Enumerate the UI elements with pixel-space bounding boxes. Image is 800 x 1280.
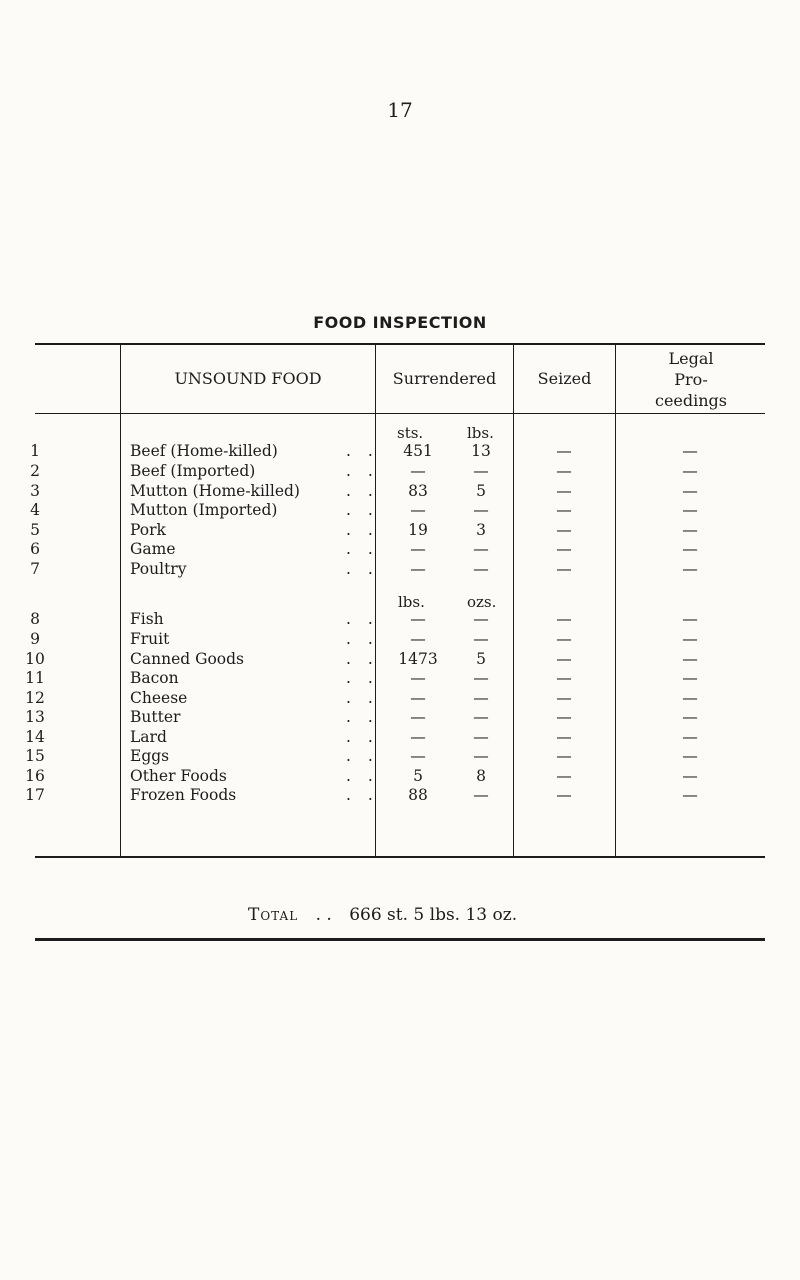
total-label: Total bbox=[248, 905, 299, 925]
food-item: Mutton (Imported) bbox=[130, 501, 278, 519]
row-number: 15 bbox=[25, 747, 45, 765]
row-number: 9 bbox=[30, 630, 40, 648]
row-number: 8 bbox=[30, 610, 40, 628]
seized-value: — bbox=[556, 482, 572, 500]
seized-value: — bbox=[556, 708, 572, 726]
food-item: Other Foods bbox=[130, 767, 227, 785]
page-bottom-rule bbox=[35, 938, 765, 941]
unit-ounces: ozs. bbox=[467, 593, 497, 611]
row-number: 11 bbox=[25, 669, 45, 687]
leader-dots: . . bbox=[346, 728, 379, 746]
row-number: 13 bbox=[25, 708, 45, 726]
surrendered-major: — bbox=[410, 610, 426, 628]
food-item: Beef (Home-killed) bbox=[130, 442, 278, 460]
seized-value: — bbox=[556, 630, 572, 648]
food-item: Canned Goods bbox=[130, 650, 245, 668]
surrendered-minor: — bbox=[473, 669, 489, 687]
leader-dots: . . bbox=[346, 521, 379, 539]
leader-dots: . . bbox=[346, 442, 379, 460]
unit-pounds: lbs. bbox=[398, 593, 425, 611]
food-item: Cheese bbox=[130, 689, 188, 707]
surrendered-major: — bbox=[410, 728, 426, 746]
unit-stones: sts. bbox=[397, 424, 424, 442]
surrendered-major: 83 bbox=[408, 482, 428, 500]
row-number: 2 bbox=[30, 462, 40, 480]
surrendered-minor: — bbox=[473, 708, 489, 726]
seized-value: — bbox=[556, 610, 572, 628]
legal-value: — bbox=[682, 786, 698, 804]
table-top-rule bbox=[35, 343, 765, 345]
food-item: Butter bbox=[130, 708, 181, 726]
row-number: 7 bbox=[30, 560, 40, 578]
row-number: 4 bbox=[30, 501, 40, 519]
surrendered-major: 451 bbox=[403, 442, 433, 460]
surrendered-major: — bbox=[410, 708, 426, 726]
surrendered-minor: — bbox=[473, 728, 489, 746]
surrendered-minor: 5 bbox=[476, 650, 486, 668]
surrendered-minor: — bbox=[473, 689, 489, 707]
seized-value: — bbox=[556, 560, 572, 578]
page-title: FOOD INSPECTION bbox=[313, 313, 487, 332]
legal-value: — bbox=[682, 669, 698, 687]
legal-value: — bbox=[682, 610, 698, 628]
surrendered-major: — bbox=[410, 560, 426, 578]
surrendered-minor: — bbox=[473, 560, 489, 578]
leader-dots: . . bbox=[346, 767, 379, 785]
leader-dots: . . bbox=[346, 501, 379, 519]
seized-value: — bbox=[556, 540, 572, 558]
surrendered-major: 5 bbox=[413, 767, 423, 785]
row-number: 10 bbox=[25, 650, 45, 668]
surrendered-major: — bbox=[410, 540, 426, 558]
seized-value: — bbox=[556, 442, 572, 460]
header-legal-proceedings: Legal Pro- ceedings bbox=[654, 349, 727, 410]
legal-value: — bbox=[682, 728, 698, 746]
surrendered-minor: — bbox=[473, 747, 489, 765]
food-item: Lard bbox=[130, 728, 167, 746]
seized-value: — bbox=[556, 728, 572, 746]
leader-dots: . . bbox=[346, 630, 379, 648]
legal-value: — bbox=[682, 462, 698, 480]
food-item: Beef (Imported) bbox=[130, 462, 256, 480]
leader-dots: . . bbox=[346, 650, 379, 668]
legal-value: — bbox=[682, 708, 698, 726]
legal-value: — bbox=[682, 650, 698, 668]
legal-value: — bbox=[682, 560, 698, 578]
row-number: 1 bbox=[30, 442, 40, 460]
surrendered-minor: — bbox=[473, 610, 489, 628]
leader-dots: . . bbox=[346, 669, 379, 687]
column-divider bbox=[120, 345, 121, 856]
surrendered-minor: 13 bbox=[471, 442, 491, 460]
leader-dots: . . bbox=[346, 482, 379, 500]
seized-value: — bbox=[556, 669, 572, 687]
seized-value: — bbox=[556, 462, 572, 480]
food-item: Mutton (Home-killed) bbox=[130, 482, 300, 500]
surrendered-minor: 3 bbox=[476, 521, 486, 539]
leader-dots: . . bbox=[346, 540, 379, 558]
header-surrendered: Surrendered bbox=[392, 369, 497, 388]
surrendered-minor: 8 bbox=[476, 767, 486, 785]
leader-dots: . . bbox=[346, 462, 379, 480]
header-seized: Seized bbox=[537, 369, 592, 388]
surrendered-minor: — bbox=[473, 630, 489, 648]
surrendered-major: — bbox=[410, 747, 426, 765]
surrendered-minor: — bbox=[473, 462, 489, 480]
table-bottom-rule bbox=[35, 856, 765, 858]
surrendered-major: — bbox=[410, 462, 426, 480]
legal-value: — bbox=[682, 442, 698, 460]
seized-value: — bbox=[556, 501, 572, 519]
leader-dots: . . bbox=[346, 689, 379, 707]
seized-value: — bbox=[556, 650, 572, 668]
header-unsound-food: UNSOUND FOOD bbox=[174, 369, 322, 388]
surrendered-major: — bbox=[410, 501, 426, 519]
page-number: 17 bbox=[387, 98, 413, 122]
row-number: 14 bbox=[25, 728, 45, 746]
row-number: 3 bbox=[30, 482, 40, 500]
surrendered-minor: 5 bbox=[476, 482, 486, 500]
header-bottom-rule bbox=[35, 413, 765, 414]
legal-value: — bbox=[682, 689, 698, 707]
legal-value: — bbox=[682, 747, 698, 765]
surrendered-minor: — bbox=[473, 501, 489, 519]
food-item: Fish bbox=[130, 610, 164, 628]
row-number: 16 bbox=[25, 767, 45, 785]
surrendered-minor: — bbox=[473, 540, 489, 558]
surrendered-major: — bbox=[410, 630, 426, 648]
legal-value: — bbox=[682, 630, 698, 648]
food-item: Eggs bbox=[130, 747, 170, 765]
food-item: Pork bbox=[130, 521, 166, 539]
column-divider bbox=[513, 345, 514, 856]
seized-value: — bbox=[556, 767, 572, 785]
leader-dots: . . bbox=[346, 786, 379, 804]
leader-dots: . . bbox=[346, 610, 379, 628]
column-divider bbox=[615, 345, 616, 856]
legal-value: — bbox=[682, 540, 698, 558]
row-number: 5 bbox=[30, 521, 40, 539]
total-line bbox=[248, 905, 517, 925]
legal-value: — bbox=[682, 501, 698, 519]
legal-value: — bbox=[682, 482, 698, 500]
legal-value: — bbox=[682, 521, 698, 539]
surrendered-major: — bbox=[410, 689, 426, 707]
total-dots: . . bbox=[315, 905, 332, 925]
food-item: Fruit bbox=[130, 630, 170, 648]
seized-value: — bbox=[556, 521, 572, 539]
seized-value: — bbox=[556, 747, 572, 765]
food-item: Game bbox=[130, 540, 176, 558]
leader-dots: . . bbox=[346, 560, 379, 578]
surrendered-major: 1473 bbox=[398, 650, 438, 668]
row-number: 12 bbox=[25, 689, 45, 707]
unit-pounds: lbs. bbox=[467, 424, 494, 442]
food-item: Bacon bbox=[130, 669, 179, 687]
leader-dots: . . bbox=[346, 708, 379, 726]
surrendered-minor: — bbox=[473, 786, 489, 804]
row-number: 6 bbox=[30, 540, 40, 558]
seized-value: — bbox=[556, 689, 572, 707]
food-item: Frozen Foods bbox=[130, 786, 237, 804]
total-value: 666 st. 5 lbs. 13 oz. bbox=[349, 905, 518, 925]
food-item: Poultry bbox=[130, 560, 187, 578]
leader-dots: . . bbox=[346, 747, 379, 765]
surrendered-major: 19 bbox=[408, 521, 428, 539]
surrendered-major: — bbox=[410, 669, 426, 687]
seized-value: — bbox=[556, 786, 572, 804]
surrendered-major: 88 bbox=[408, 786, 428, 804]
legal-value: — bbox=[682, 767, 698, 785]
row-number: 17 bbox=[25, 786, 45, 804]
